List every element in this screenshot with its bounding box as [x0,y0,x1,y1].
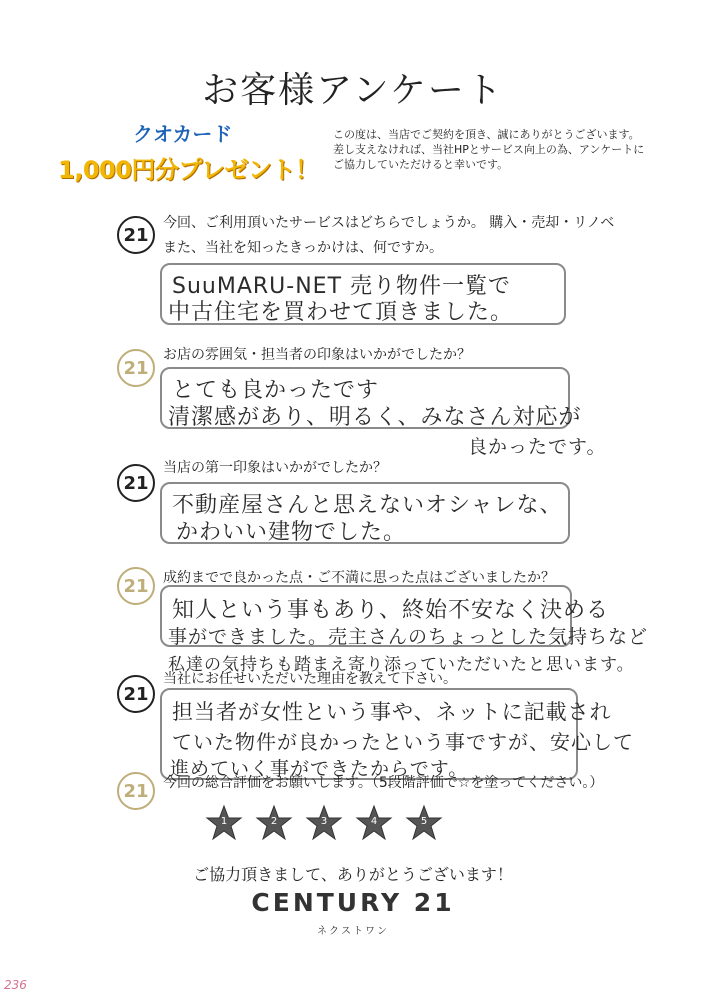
star-icon[interactable] [205,805,243,841]
intro-line-2: 差し支えなければ、当社HPとサービス向上の為、アンケートに [333,143,645,156]
century21-icon: 21 [117,772,155,810]
answer-5-line-2: ていた物件が良かったという事ですが、安心して [172,730,634,754]
century21-icon: 21 [117,216,155,254]
star-icon[interactable] [355,805,393,841]
question-2: お店の雰囲気・担当者の印象はいかがでしたか？ [163,347,471,363]
answer-2-line-1: とても良かったです [172,378,380,403]
intro-line-1: この度は、当店でご契約を頂き、誠にありがとうございます。 [333,128,640,141]
answer-box-4[interactable] [160,585,649,648]
intro-line-3: ご協力していただけると幸いです。 [333,158,509,171]
star-icon[interactable] [405,805,443,841]
answer-box-1[interactable] [160,263,566,325]
question-3: 当店の第一印象はいかがでしたか？ [163,460,387,476]
question-1-line-1: 今回、ご利用頂いたサービスはどちらでしょうか。 購入・売却・リノベ [163,215,615,231]
question-6: 今回の総合評価をお願いします。（5段階評価で☆を塗ってください。） [163,775,604,791]
promo-line-1: クオカード [133,122,233,146]
question-4: 成約までで良かった点・ご不満に思った点はございましたか？ [163,570,555,586]
answer-5-line-1: 担当者が女性という事や、ネットに記載され [172,700,612,724]
answer-box-5[interactable] [160,688,634,780]
answer-2-line-2: 清潔感があり、明るく、みなさん対応が [168,405,582,430]
answer-3-line-2: かわいい建物でした。 [176,520,407,545]
star-number: 1 [220,816,228,827]
century21-icon: 21 [117,349,155,387]
question-1-line-2: また、当社を知ったきっかけは、何ですか。 [163,240,443,256]
answer-4-line-3: 私達の気持ちも踏まえ寄り添っていただいたと思います。 [168,655,635,675]
answer-1-line-1: SuuMARU-NET 売り物件一覧で [172,274,511,299]
star-number: 4 [370,816,378,827]
thanks-message: ご協力頂きまして、ありがとうございます！ [193,865,513,884]
century21-icon: 21 [117,464,155,502]
promo-banner [58,118,338,188]
brand-subtitle: ネクストワン [317,926,389,937]
answer-4-line-2: 事ができました。売主さんのちょっとした気持ちなど [168,626,649,648]
brand-logo-text: CENTURY 21 [251,888,455,917]
rating-stars[interactable] [205,805,445,841]
star-number: 2 [270,816,278,827]
star-icon[interactable] [305,805,343,841]
intro-text [333,127,673,172]
star-icon[interactable] [255,805,293,841]
answer-box-3[interactable] [160,482,570,544]
handwritten-note: 236 [4,978,27,992]
promo-line-2: 1,000円分プレゼント！ [58,156,319,184]
answer-box-2[interactable] [160,367,582,430]
page-title: お客様アンケート [202,70,504,111]
century21-icon: 21 [117,567,155,605]
question-5: 当社にお任せいただいた理由を教えて下さい。 [163,671,457,687]
star-number: 3 [320,816,328,827]
answer-2-line-3: 良かったです。 [468,436,607,458]
answer-5-line-3: 進めていく事ができたからです。 [170,758,469,780]
answer-4-line-1: 知人という事もあり、終始不安なく決める [172,598,610,623]
answer-3-line-1: 不動産屋さんと思えないオシャレな、 [172,493,563,518]
answer-1-line-2: 中古住宅を買わせて頂きました。 [168,300,514,325]
star-number: 5 [420,816,428,827]
century21-icon: 21 [117,675,155,713]
